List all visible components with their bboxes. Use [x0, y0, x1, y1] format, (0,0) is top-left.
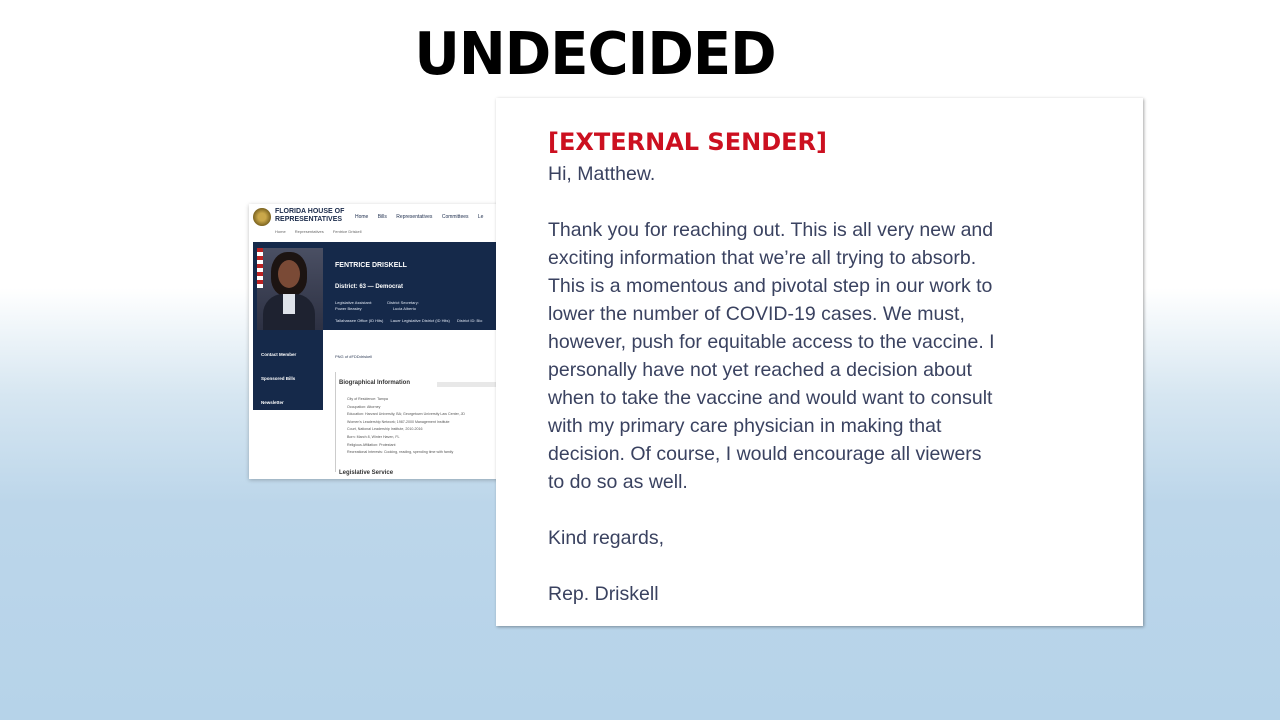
breadcrumb-representatives[interactable]: Representatives: [294, 229, 324, 234]
bio-rows: [347, 396, 507, 457]
nav-home[interactable]: Home: [355, 214, 369, 220]
sidebar-contact-member[interactable]: Contact Member: [261, 352, 297, 357]
email-greeting: Hi, Matthew.: [548, 163, 656, 185]
email-card: [496, 98, 1143, 626]
external-sender-tag: [EXTERNAL SENDER]: [548, 128, 827, 156]
florida-seal-icon: [253, 208, 271, 226]
email-closing: Kind regards,: [548, 527, 664, 549]
profile-banner: [253, 242, 509, 330]
secretary-label: District Secretary:: [387, 300, 419, 305]
legislative-service-title: Legislative Service: [339, 470, 394, 476]
flag-icon: [257, 248, 263, 288]
profile-extra-link[interactable]: PNG of #FDDdriskell: [335, 354, 373, 359]
assistant-label: Legislative Assistant:: [335, 300, 373, 305]
office-link-2[interactable]: Lauer Legislative District (ID Hits): [390, 318, 450, 323]
nav-more[interactable]: Le: [477, 214, 484, 220]
bio-row: Born: March 8, Winter Haven, FL: [347, 434, 400, 439]
email-line: Thank you for reaching out. This is all very new and: [548, 219, 994, 241]
representative-photo: [257, 248, 323, 332]
profile-staff-labels: [335, 300, 433, 305]
nav-committees[interactable]: Committees: [441, 214, 469, 220]
divider: [335, 372, 336, 472]
profile-district: District: 63 — Democrat: [335, 284, 404, 290]
email-signature: Rep. Driskell: [548, 583, 659, 605]
email-line: lower the number of COVID-19 cases. We must,: [548, 303, 965, 325]
bio-row: City of Residence: Tampa: [347, 397, 388, 401]
profile-staff-values: [335, 306, 430, 311]
bio-row: Women's Leadership Network; 1987-2000 Management Institute: [347, 419, 450, 424]
office-link-3[interactable]: District ID: Bio: [457, 318, 483, 323]
breadcrumb-current: Fentrice Driskell: [332, 229, 362, 234]
email-line: when to take the vaccine and would want to consult: [548, 387, 993, 409]
email-line: to do so as well.: [548, 471, 688, 493]
nav-representatives[interactable]: Representatives: [396, 214, 433, 220]
email-line: personally have not yet reached a decision about: [548, 359, 972, 381]
bio-row: Occupation: Attorney: [347, 404, 381, 409]
site-nav: [355, 214, 491, 220]
website-screenshot: [249, 204, 509, 479]
profile-office-links: [335, 318, 496, 323]
headline: UNDECIDED: [414, 20, 776, 89]
nav-bills[interactable]: Bills: [377, 214, 387, 220]
sidebar-newsletter[interactable]: Newsletter: [261, 400, 284, 405]
email-line: exciting information that we’re all trying to absorb.: [548, 247, 977, 269]
site-header: [249, 204, 509, 236]
bio-row: Religious Affiliation: Protestant: [347, 442, 396, 447]
office-link-1[interactable]: Tallahassee Office (ID Hits): [335, 318, 384, 323]
email-line: decision. Of course, I would encourage all viewers: [548, 443, 982, 465]
site-title: FLORIDA HOUSE OF REPRESENTATIVES: [275, 208, 345, 223]
profile-name: FENTRICE DRISKELL: [335, 262, 407, 269]
bio-row: Recreational Interests: Cooking, reading, spending time with family: [347, 450, 454, 455]
bio-row: Court, National Leadership Institute, 2010-2016: [347, 427, 423, 432]
sidebar-sponsored-bills[interactable]: Sponsored Bills: [261, 376, 296, 381]
assistant-value: Power Beasley: [335, 306, 362, 311]
secretary-value: Lucia Alberto: [392, 306, 416, 311]
email-line: This is a momentous and pivotal step in our work to: [548, 275, 993, 297]
breadcrumb-home[interactable]: Home: [275, 229, 286, 234]
bio-title: Biographical Information: [339, 380, 411, 386]
breadcrumb: [275, 229, 370, 234]
email-line: with my primary care physician in making that: [548, 415, 942, 437]
profile-sidebar: [253, 330, 323, 410]
email-line: however, push for equitable access to the vaccine. I: [548, 331, 995, 353]
email-body: [548, 160, 1088, 608]
bio-row: Education: Harvard University, BA; Georgetown University Law Center, JD: [347, 412, 465, 417]
